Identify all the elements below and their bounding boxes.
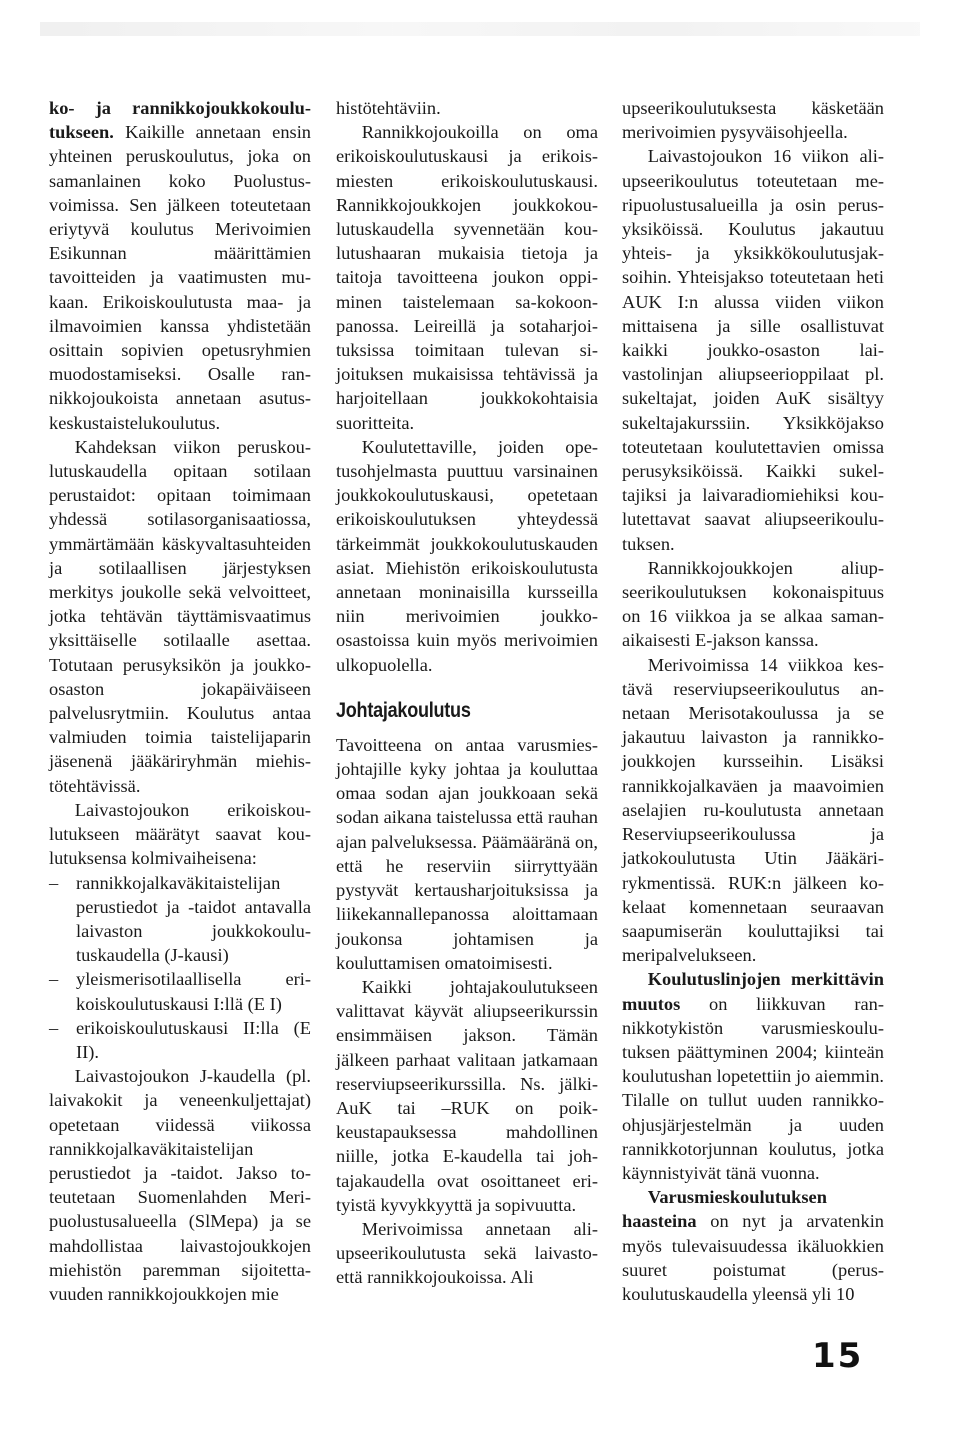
paragraph: Kahdeksan viikon peruskoulutuskaudella opitaan sotilaan perustaidot: opitaan toimimaan yhdessä sotilasorganisaatiossa, ymmärtämään käskyvaltasuhteiden ja sotilaallisen järjestyksen merkitys joukolle sekä velvoitteet, jotka tehtävän täyttämisvaatimus yksittäiselle sotilaalle asettaa. Totutaan perusyksikön ja joukko-osaston jokapäiväiseen palvelusrytmiin. Koulutus antaa valmiuden toimia taistelijaparin jäsenenä jääkäriryhmän miehistötehtävissä. — [49, 436, 311, 796]
paragraph — [622, 967, 884, 1185]
bold-lead: ko- ja rannikkojoukkokoulutukseen. — [49, 98, 311, 143]
paragraph: Kaikki johtajakoulutukseen valittavat käyvät aliupseerikurssin ensimmäisen jakson. Tämän jälkeen parhaat valitaan jatkamaan reserviupseerikurssilla. Ns. jälki-AuK tai –RUK on poikkeustapauksessa mahdollinen niille, jotka E-kaudella tai johtajakaudella ovat osoittaneet erityistä kyvykkyyttä ja sopivuutta. — [336, 976, 598, 1215]
paragraph: Laivastojoukon erikoiskoulutukseen määrätyt saavat koulutuksensa kolmivaiheisena: — [49, 799, 311, 869]
page-number: 15 — [812, 1336, 864, 1376]
paragraph: Koulutettaville, joiden opetusohjelmasta puuttuu varsinainen joukkokoulutuskausi, opetetaan erikoiskoulutuksen yhteydessä tärkeimmät joukkokoulutuskauden asiat. Miehistön erikoiskoulutusta annetaan moninaisilla kursseilla niin merivoimien joukko-osastoissa kuin myös merivoimien ulkopuolella. — [336, 436, 598, 675]
paragraph: upseerikoulutuksesta käsketään merivoimien pysyväisohjeella. — [622, 98, 884, 143]
paragraph: Tavoitteena on antaa varusmiesjohtajille kyky johtaa ja kouluttaa omaa sodan ajan joukkoaan sekä sodan aikana taistelussa että rauhan ajan palveluksessa. Päämääränä on, että he reserviin siirryttyään pystyvät kertausharjoituksissa ja liikekannallepanossa aloittamaan joukonsa johtamisen ja kouluttamisen omatoimisesti. — [336, 734, 598, 973]
paragraph: Merivoimissa annetaan aliupseerikoulutusta sekä laivasto- että rannikkojoukoissa. Ali — [336, 1218, 598, 1288]
bold-lead: Varusmieskoulutuksen haasteina — [622, 1187, 827, 1232]
column-1 — [49, 96, 311, 1306]
paragraph: Rannikkojoukoilla on oma erikoiskoulutuskausi ja erikoismiesten erikoiskoulutuskausi. Rannikkojoukkojen joukkokoulutuskaudella syvennetään koulutushaaran mukaisia tietoja ja taitoja tavoitteena joukon oppiminen taistelemaan sa-kokoonpanossa. Leireillä ja sotaharjoituksissa toimitaan tulevan sijoituksen mukaisissa tehtävissä ja harjoitellaan joukkokohtaisia suoritteita. — [336, 122, 598, 433]
paragraph: Merivoimissa 14 viikkoa kestävä reserviupseerikoulutus annetaan Merisotakoulussa ja se jakautuu laivaston ja rannikkojoukkojen kursseihin. Lisäksi rannikkojalkaväen ja maavoimien aselajien ru-koulutusta annetaan Reserviupseerikoulussa ja jatkokoulutusta Utin Jääkärirykmentissä. RUK:n jälkeen kokelaat komennetaan seuraavan saapumiserän kouluttajiksi tai meripalvelukseen. — [622, 654, 884, 966]
paragraph: Laivastojoukon J-kaudella (pl. laivakokit ja veneenkuljettajat) opetetaan viidessä viikossa rannikkojalkaväkitaistelijan perustiedot ja -taidot. Jakso toteutetaan Suomenlahden Meripuolustusalueella (SlMepa) ja se mahdollistaa laivastojoukkojen miehistön paremman sijoitettavuuden rannikkojoukkojen mie — [49, 1066, 311, 1304]
bold-lead: Koulutuslinjojen merkittävin muutos — [622, 969, 884, 1014]
paragraph: Rannikkojoukkojen aliupseerikoulutuksen kokonaispituus on 16 viikkoa ja se alkaa samanaikaisesti E-jakson kanssa. — [622, 557, 884, 651]
scan-header-strip — [40, 22, 920, 36]
list-item: – erikoiskoulutuskausi II:lla (E II). — [49, 1016, 311, 1064]
dash-list — [49, 871, 311, 1065]
column-2 — [336, 96, 598, 1290]
paragraph — [622, 1185, 884, 1306]
paragraph-text: Kaikille annetaan ensin yhteinen peruskoulutus, joka on samanlainen koko Puolustusvoimissa. Sen jälkeen toteutetaan eriytyvä koulutus Merivoimien Esikunnan määrittämien tavoitteiden ja vaatimusten mukaan. Erikoiskoulutusta maa- ja ilmavoimien kanssa yhdistetään osittain sopivien opetusryhmien muodostamiseksi. Osalle rannikkojoukoista annetaan asutuskeskustaistelukoulutus. — [49, 122, 311, 433]
column-3 — [622, 96, 884, 1306]
section-heading: Johtajakoulutus — [336, 698, 471, 722]
paragraph: histötehtäviin. — [336, 98, 441, 118]
paragraph-text: on nyt ja arvatenkin myös tulevaisuudessa ikäluokkien suuret poistumat (peruskoulutuskaudella yleensä yli 10 — [622, 1211, 884, 1304]
paragraph — [49, 96, 311, 435]
paragraph-text: on liikkuvan rannikkotykistön varusmieskoulutuksen päättyminen 2004; kiinteän koulutushan lopetettiin jo aiemmin. Tilalle on tullut uuden rannikko-ohjusjärjestelmän ja uuden rannikkotorjunnan koulutus, jotka käynnistyivät tänä vuonna. — [622, 993, 884, 1183]
paragraph: Laivastojoukon 16 viikon aliupseerikoulutus toteutetaan meripuolustusalueilla ja osin perusyksiköissä. Koulutus jakautuu yhteis- ja yksikkökoulutusjaksoihin. Yhteisjakso toteutetaan heti AUK I:n alussa viiden viikon mittaisena ja sille osallistuvat kaikki joukko-osaston laivastolinjan aliupseerioppilaat pl. sukeltajat, joiden AuK sisältyy sukeltajakurssiin. Yksikköjakso toteutetaan koulutettavien omissa perusyksiköissä. Kaikki sukeltajiksi ja laivaradiomiehiksi koulutettavat saavat aliupseerikoulutuksen. — [622, 146, 884, 554]
list-item: – yleismerisotilaallisella erikoiskoulutuskausi I:llä (E I) — [49, 967, 311, 1015]
list-item: – rannikkojalkaväkitaistelijan perustiedot ja -taidot antavalla laivaston joukkokoulutuskaudella (J-kausi) — [49, 871, 311, 968]
